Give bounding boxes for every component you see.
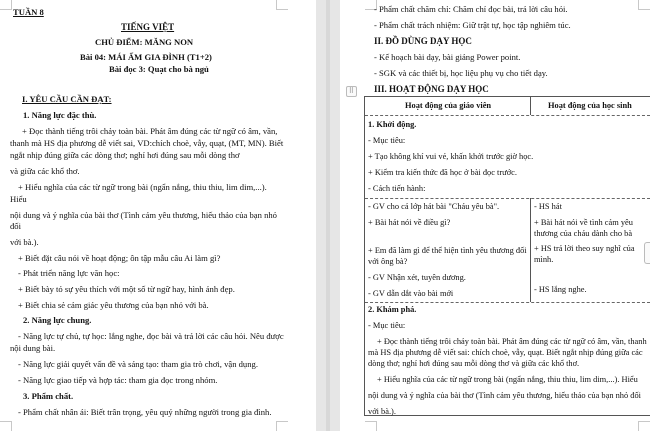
warmup-title: 1. Khởi động. [368,120,417,129]
teacher-activity: với ông bà? [368,257,408,266]
table-header-student: Hoạt động của học sinh [548,101,632,110]
crop-mark [0,421,12,431]
teacher-activity: + Bài hát nói về điều gì? [368,218,451,227]
table-move-handle-icon[interactable]: ⠿ [346,86,357,97]
paragraph-line: với bà.). [10,237,39,247]
warmup-line: - Mục tiêu: [368,136,406,145]
table-header-teacher: Hoạt động của giáo viên [405,101,492,110]
explore-line: - Mục tiêu: [368,321,406,330]
column-divider [530,97,531,115]
row-divider [365,198,650,199]
paragraph-line: + Biết bày tỏ sự yêu thích với một số từ ngữ hay, hình ảnh đẹp. [18,284,235,294]
paragraph-line: - Năng lực giao tiếp và hợp tác: tham gia đọc trong nhóm. [18,375,218,385]
explore-line: mà HS địa phương dễ viết sai: chích choè, vẫy, quạt. Biết ngắt nhịp đúng giữa các [368,348,643,357]
subsection-2-heading: 2. Năng lực chung. [23,315,92,325]
column-divider [530,198,531,302]
student-activity: thương của cháu dành cho bà [534,229,633,238]
student-activity: + HS trả lời theo suy nghĩ của [534,244,635,253]
warmup-line: + Kiểm tra kiến thức đã học ở bài đọc trước. [368,168,517,177]
side-panel-handle[interactable] [644,242,650,264]
paragraph-line: - Năng lực giải quyết vấn đề và sáng tạo: tham gia trò chơi, vận dụng. [18,359,258,369]
paragraph-line: nội dung bài. [10,343,56,353]
paragraph-line: - Phẩm chất trách nhiệm: Giữ trật tự, học tập nghiêm túc. [374,20,571,30]
page-gutter [316,0,340,431]
explore-line: với bà.). [368,407,396,416]
teacher-activity: - GV Nhận xét, tuyên dương. [368,273,466,282]
subject-title: TIẾNG VIỆT [121,22,175,32]
warmup-line: - Cách tiến hành: [368,184,426,193]
crop-mark [365,421,377,431]
paragraph-line: thanh mà HS địa phương dễ viết sai, VD:chích choè, vẫy, quạt, (MT, MN). Biết [10,138,284,148]
section-3-heading: III. HOẠT ĐỘNG DẠY HỌC [374,84,489,94]
explore-line: dòng thơ; nghỉ hơi đúng sau mỗi dòng thơ và giữa các khổ thơ. [368,359,580,368]
student-activity: - HS lắng nghe. [534,285,587,294]
reading-title: Bài đọc 3: Quạt cho bà ngủ [109,64,209,74]
section-2-heading: II. ĐỒ DÙNG DẠY HỌC [374,36,472,46]
crop-mark [638,0,650,10]
explore-line: + Đọc thành tiếng trôi chảy toàn bài. Phát âm đúng các từ ngữ có âm, vần, thanh [377,337,647,346]
teacher-activity: - GV dẫn dắt vào bài mới [368,289,454,298]
student-activity: mình. [534,255,554,264]
theme-title: CHỦ ĐIỂM: MĂNG NON [95,37,194,47]
row-divider [365,302,650,303]
explore-title: 2. Khám phá. [368,305,417,314]
paragraph-line: - SGK và các thiết bị, học liệu phụ vụ cho tiết dạy. [374,68,548,78]
subsection-1-heading: 1. Năng lực đặc thù. [23,110,97,120]
teacher-activity: - GV cho cả lớp hát bài "Cháu yêu bà". [368,202,500,211]
paragraph-line: đối [10,221,21,231]
paragraph-line: + Biết chia sẻ cảm giác yêu thương của bạn nhỏ với bà. [18,300,209,310]
paragraph-line: - Năng lực tự chủ, tự học: lắng nghe, đọc bài và trả lời các câu hỏi. Nêu được [18,331,284,341]
explore-line: nội dung và ý nghĩa của bài thơ (Tình cảm yêu thương, hiếu thảo của bạn nhỏ đối [368,391,641,400]
crop-mark [638,421,650,431]
paragraph-line: + Biết đặt câu nói về hoạt động; ôn tập mẫu câu Ai làm gì? [18,253,221,263]
student-activity: + Bài hát nói về tình cảm yêu [534,218,633,227]
document-page-left [0,0,316,431]
page-divider [326,0,330,431]
paragraph-line: và giữa các khổ thơ. [10,166,80,176]
paragraph-line: - Phẩm chất nhân ái: Biết trân trọng, yêu quý những người trong gia đình. [18,407,272,417]
explore-line: + Hiểu nghĩa của các từ ngữ trong bài (ngẩn nắng, thiu thiu, lim dim,...). Hiểu [377,375,638,384]
section-1-heading: I. YÊU CẦU CẦN ĐẠT: [22,94,112,104]
paragraph-line: - Phẩm chất chăm chỉ: Chăm chỉ đọc bài, trả lời câu hỏi. [374,4,568,14]
student-activity: - HS hát [534,202,562,211]
paragraph-line: Hiểu [10,194,27,204]
paragraph-line: - Kế hoạch bài dạy, bài giảng Power point. [374,52,521,62]
warmup-line: + Tạo không khí vui vẻ, khấn khởi trước giờ học. [368,152,534,161]
paragraph-line: nội dung và ý nghĩa của bài thơ (Tình cảm yêu thương, hiếu thảo của bạn nhỏ [10,210,277,220]
row-divider [365,115,650,116]
paragraph-line: - Phát triển năng lực văn học: [18,268,120,278]
crop-mark [276,421,288,431]
crop-mark [276,0,288,10]
activities-table [364,96,650,416]
paragraph-line: + Đọc thành tiếng trôi chảy toàn bài. Phát âm đúng các từ ngữ có âm, vần, [22,126,278,136]
week-label: TUẦN 8 [13,7,44,17]
lesson-title: Bài 04: MÁI ẤM GIA ĐÌNH (T1+2) [80,52,212,62]
paragraph-line: + Hiểu nghĩa của các từ ngữ trong bài (ngẩn nắng, thiu thiu, lim dim,...). [18,182,267,192]
crop-mark [0,0,12,10]
paragraph-line: ngắt nhịp đúng giữa các dòng thơ; nghỉ hơi đúng sau mỗi dòng thơ [10,150,240,160]
teacher-activity: + Em đã làm gì để thể hiện tình yêu thương đối [368,246,527,255]
subsection-3-heading: 3. Phẩm chất. [23,391,74,401]
